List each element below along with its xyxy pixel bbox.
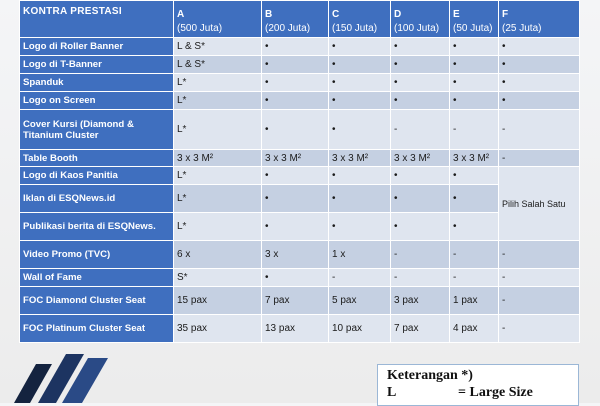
row-label: Video Promo (TVC) <box>20 241 174 269</box>
table-row <box>20 92 580 110</box>
column-letter: E <box>453 9 460 20</box>
table-row <box>20 185 580 213</box>
table-cell: • <box>329 185 391 213</box>
table-row <box>20 74 580 92</box>
table-cell: L* <box>174 167 262 185</box>
table-row <box>20 269 580 287</box>
table-cell: • <box>450 56 499 74</box>
legend-box <box>377 364 579 406</box>
table-cell: • <box>391 38 450 56</box>
row-label: Cover Kursi (Diamond & Titanium Cluster <box>20 110 174 150</box>
table-cell: L* <box>174 213 262 241</box>
column-header-f <box>499 1 580 38</box>
row-label: Publikasi berita di ESQNews. <box>20 213 174 241</box>
column-header-e <box>450 1 499 38</box>
table-cell: • <box>262 92 329 110</box>
column-header-a <box>174 1 262 38</box>
table-cell: 1 x <box>329 241 391 269</box>
column-letter: F <box>502 9 509 20</box>
table-cell: • <box>391 74 450 92</box>
table-cell: 7 pax <box>262 287 329 315</box>
table-row <box>20 315 580 343</box>
row-label: FOC Platinum Cluster Seat <box>20 315 174 343</box>
table-cell: 3 x 3 M² <box>329 150 391 167</box>
table-cell: - <box>499 150 580 167</box>
row-label: Logo di Kaos Panitia <box>20 167 174 185</box>
table-cell: • <box>499 74 580 92</box>
table-cell: - <box>499 110 580 150</box>
table-cell: - <box>499 269 580 287</box>
table-cell: • <box>499 38 580 56</box>
legend-key: L <box>387 385 397 400</box>
row-label: Iklan di ESQNews.id <box>20 185 174 213</box>
table-cell: • <box>262 269 329 287</box>
column-amount: (25 Juta) <box>502 23 542 34</box>
merged-note-cell: Pilih Salah Satu <box>499 167 580 241</box>
row-label: FOC Diamond Cluster Seat <box>20 287 174 315</box>
table-cell: - <box>450 241 499 269</box>
table-cell: 1 pax <box>450 287 499 315</box>
table-row <box>20 110 580 150</box>
table-cell: • <box>450 92 499 110</box>
table-cell: 35 pax <box>174 315 262 343</box>
table-row <box>20 287 580 315</box>
column-header-b <box>262 1 329 38</box>
table-cell: - <box>450 110 499 150</box>
column-amount: (100 Juta) <box>394 23 440 34</box>
table-cell: • <box>391 167 450 185</box>
table-cell: L & S* <box>174 56 262 74</box>
column-letter: B <box>265 9 273 20</box>
table-cell: • <box>391 92 450 110</box>
table-cell: - <box>329 269 391 287</box>
table-cell: • <box>450 213 499 241</box>
table-cell: 3 x <box>262 241 329 269</box>
table-header-row <box>20 1 580 38</box>
table-cell: • <box>450 185 499 213</box>
column-amount: (150 Juta) <box>332 23 378 34</box>
table-cell: • <box>262 110 329 150</box>
table-cell: S* <box>174 269 262 287</box>
table-row <box>20 38 580 56</box>
table-cell: • <box>329 38 391 56</box>
row-label: Logo di Roller Banner <box>20 38 174 56</box>
column-header-c <box>329 1 391 38</box>
table-cell: 15 pax <box>174 287 262 315</box>
column-letter: A <box>177 9 185 20</box>
table-cell: - <box>499 241 580 269</box>
row-label: Logo di T-Banner <box>20 56 174 74</box>
table-cell: • <box>329 213 391 241</box>
table-cell: • <box>391 185 450 213</box>
column-letter: C <box>332 9 340 20</box>
table-cell: • <box>262 167 329 185</box>
table-cell: • <box>262 56 329 74</box>
table-cell: 7 pax <box>391 315 450 343</box>
table-cell: • <box>450 38 499 56</box>
table-cell: - <box>499 315 580 343</box>
brand-logo-graphic <box>14 354 110 403</box>
table-cell: 3 pax <box>391 287 450 315</box>
table-cell: • <box>329 56 391 74</box>
table-row <box>20 56 580 74</box>
table-cell: • <box>262 213 329 241</box>
table-cell: 6 x <box>174 241 262 269</box>
column-amount: (50 Juta) <box>453 23 493 34</box>
table-cell: 3 x 3 M² <box>391 150 450 167</box>
row-label: Logo on Screen <box>20 92 174 110</box>
table-cell: - <box>499 287 580 315</box>
row-label: Wall of Fame <box>20 269 174 287</box>
table-cell: - <box>450 269 499 287</box>
table-row <box>20 167 580 185</box>
table-cell: • <box>450 74 499 92</box>
table-cell: 4 pax <box>450 315 499 343</box>
table-cell: • <box>262 185 329 213</box>
header-label: KONTRA PRESTASI <box>20 1 174 38</box>
table-cell: • <box>329 110 391 150</box>
row-label: Spanduk <box>20 74 174 92</box>
column-letter: D <box>394 9 402 20</box>
table-cell: L* <box>174 185 262 213</box>
table-cell: 3 x 3 M² <box>450 150 499 167</box>
table-cell: • <box>391 213 450 241</box>
sponsorship-table-container <box>19 0 579 342</box>
table-cell: • <box>391 56 450 74</box>
table-cell: • <box>499 56 580 74</box>
table-cell: • <box>329 167 391 185</box>
table-cell: 5 pax <box>329 287 391 315</box>
table-cell: - <box>391 269 450 287</box>
table-cell: • <box>450 167 499 185</box>
column-header-d <box>391 1 450 38</box>
table-cell: • <box>329 92 391 110</box>
table-row <box>20 150 580 167</box>
table-cell: • <box>329 74 391 92</box>
table-cell: 3 x 3 M² <box>262 150 329 167</box>
table-cell: 13 pax <box>262 315 329 343</box>
table-cell: 10 pax <box>329 315 391 343</box>
sponsorship-table <box>19 0 580 343</box>
table-cell: • <box>262 74 329 92</box>
table-cell: 3 x 3 M² <box>174 150 262 167</box>
table-cell: L* <box>174 92 262 110</box>
legend-value: = Large Size <box>458 385 533 400</box>
table-cell: L* <box>174 110 262 150</box>
table-row <box>20 213 580 241</box>
table-cell: • <box>262 38 329 56</box>
column-amount: (200 Juta) <box>265 23 311 34</box>
table-cell: L & S* <box>174 38 262 56</box>
row-label: Table Booth <box>20 150 174 167</box>
table-cell: L* <box>174 74 262 92</box>
column-amount: (500 Juta) <box>177 23 223 34</box>
table-cell: - <box>391 110 450 150</box>
legend-title: Keterangan *) <box>387 368 473 383</box>
table-row <box>20 241 580 269</box>
table-cell: • <box>499 92 580 110</box>
table-cell: - <box>391 241 450 269</box>
